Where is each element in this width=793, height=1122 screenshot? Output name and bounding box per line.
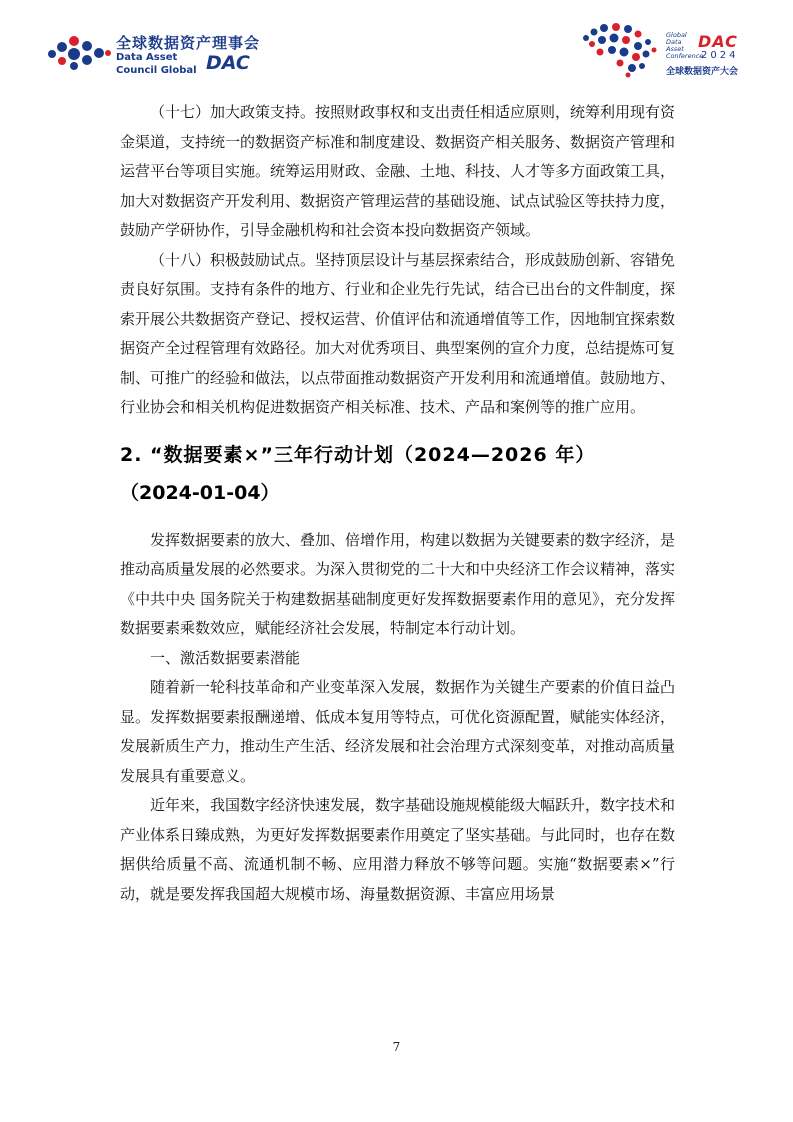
council-name-cn: 全球数据资产理事会 bbox=[116, 34, 261, 52]
page-content bbox=[120, 98, 675, 909]
conference-en-line: Global bbox=[666, 31, 687, 39]
conference-en-line: Asset bbox=[666, 45, 684, 53]
paragraph-intro: 发挥数据要素的放大、叠加、倍增作用，构建以数据为关键要素的数字经济，是推动高质量发展的必然要求。为深入贯彻党的二十大和中央经济工作会议精神，落实《中共中央 国务院关于构建数据基础制度更好发挥数据要素作用的意见》，充分发挥数据要素乘数效应，赋能经济社会发展，特制定本行动计划。 bbox=[120, 530, 676, 637]
page-number: 7 bbox=[392, 1040, 401, 1054]
conference-en-line: Conference bbox=[666, 52, 704, 60]
council-abbr: DAC bbox=[206, 52, 250, 74]
subsection-heading: 一、激活数据要素潜能 bbox=[150, 648, 301, 667]
dots-logo-icon bbox=[46, 32, 112, 72]
dac-conference-logo bbox=[580, 22, 770, 82]
page-header bbox=[0, 0, 793, 90]
paragraph-data-value: 随着新一轮科技革命和产业变革深入发展，数据作为关键生产要素的价值日益凸显。发挥数据要素报酬递增、低成本复用等特点，可优化资源配置，赋能实体经济，发展新质生产力，推动生产生活、经济发展和社会治理方式深刻变革，对推动高质量发展具有重要意义。 bbox=[120, 678, 676, 785]
conference-en-line: Data bbox=[666, 38, 682, 46]
paragraph-policy-support: （十七）加大政策支持。按照财政事权和支出责任相适应原则，统筹利用现有资金渠道，支持统一的数据资产标准和制度建设、数据资产相关服务、数据资产管理和运营平台等项目实施。统筹运用财政、金融、土地、科技、人才等多方面政策工具，加大对数据资产开发利用、数据资产管理运营的基础设施、试点试验区等扶持力度，鼓励产学研协作，引导金融机构和社会资本投向数据资产领域。 bbox=[120, 103, 676, 239]
paragraph-recent-years: 近年来，我国数字经济快速发展，数字基础设施规模能级大幅跃升，数字技术和产业体系日臻成熟，为更好发挥数据要素作用奠定了坚实基础。与此同时，也存在数据供给质量不高、流通机制不畅、应用潜力释放不够等问题。实施“数据要素×”行动，就是要发挥我国超大规模市场、海量数据资源、丰富应用场景 bbox=[120, 796, 676, 903]
dac-council-logo bbox=[46, 28, 286, 78]
conference-abbr: DAC bbox=[698, 32, 738, 51]
council-name-en-line1: Data Asset bbox=[116, 52, 178, 63]
section-date: （2024-01-04） bbox=[120, 481, 280, 504]
conference-dots-icon bbox=[580, 22, 662, 78]
conference-name-en bbox=[666, 32, 702, 60]
conference-year: 2024 bbox=[701, 50, 739, 61]
conference-name-cn: 全球数据资产大会 bbox=[666, 67, 739, 77]
paragraph-pilot-encouragement: （十八）积极鼓励试点。坚持顶层设计与基层探索结合，形成鼓励创新、容错免责良好氛围。支持有条件的地方、行业和企业先行先试，结合已出台的文件制度，探索开展公共数据资产登记、授权运营、价值评估和流通增值等工作，因地制宜探索数据资产全过程管理有效路径。加大对优秀项目、典型案例的宣介力度，总结提炼可复制、可推广的经验和做法，以点带面推动数据资产开发利用和流通增值。鼓励地方、行业协会和相关机构促进数据资产相关标准、技术、产品和案例等的推广应用。 bbox=[120, 250, 676, 416]
section-heading: 2. “数据要素×”三年行动计划（2024—2026 年） bbox=[120, 443, 596, 466]
council-name-en-line2: Council Global bbox=[116, 65, 197, 76]
